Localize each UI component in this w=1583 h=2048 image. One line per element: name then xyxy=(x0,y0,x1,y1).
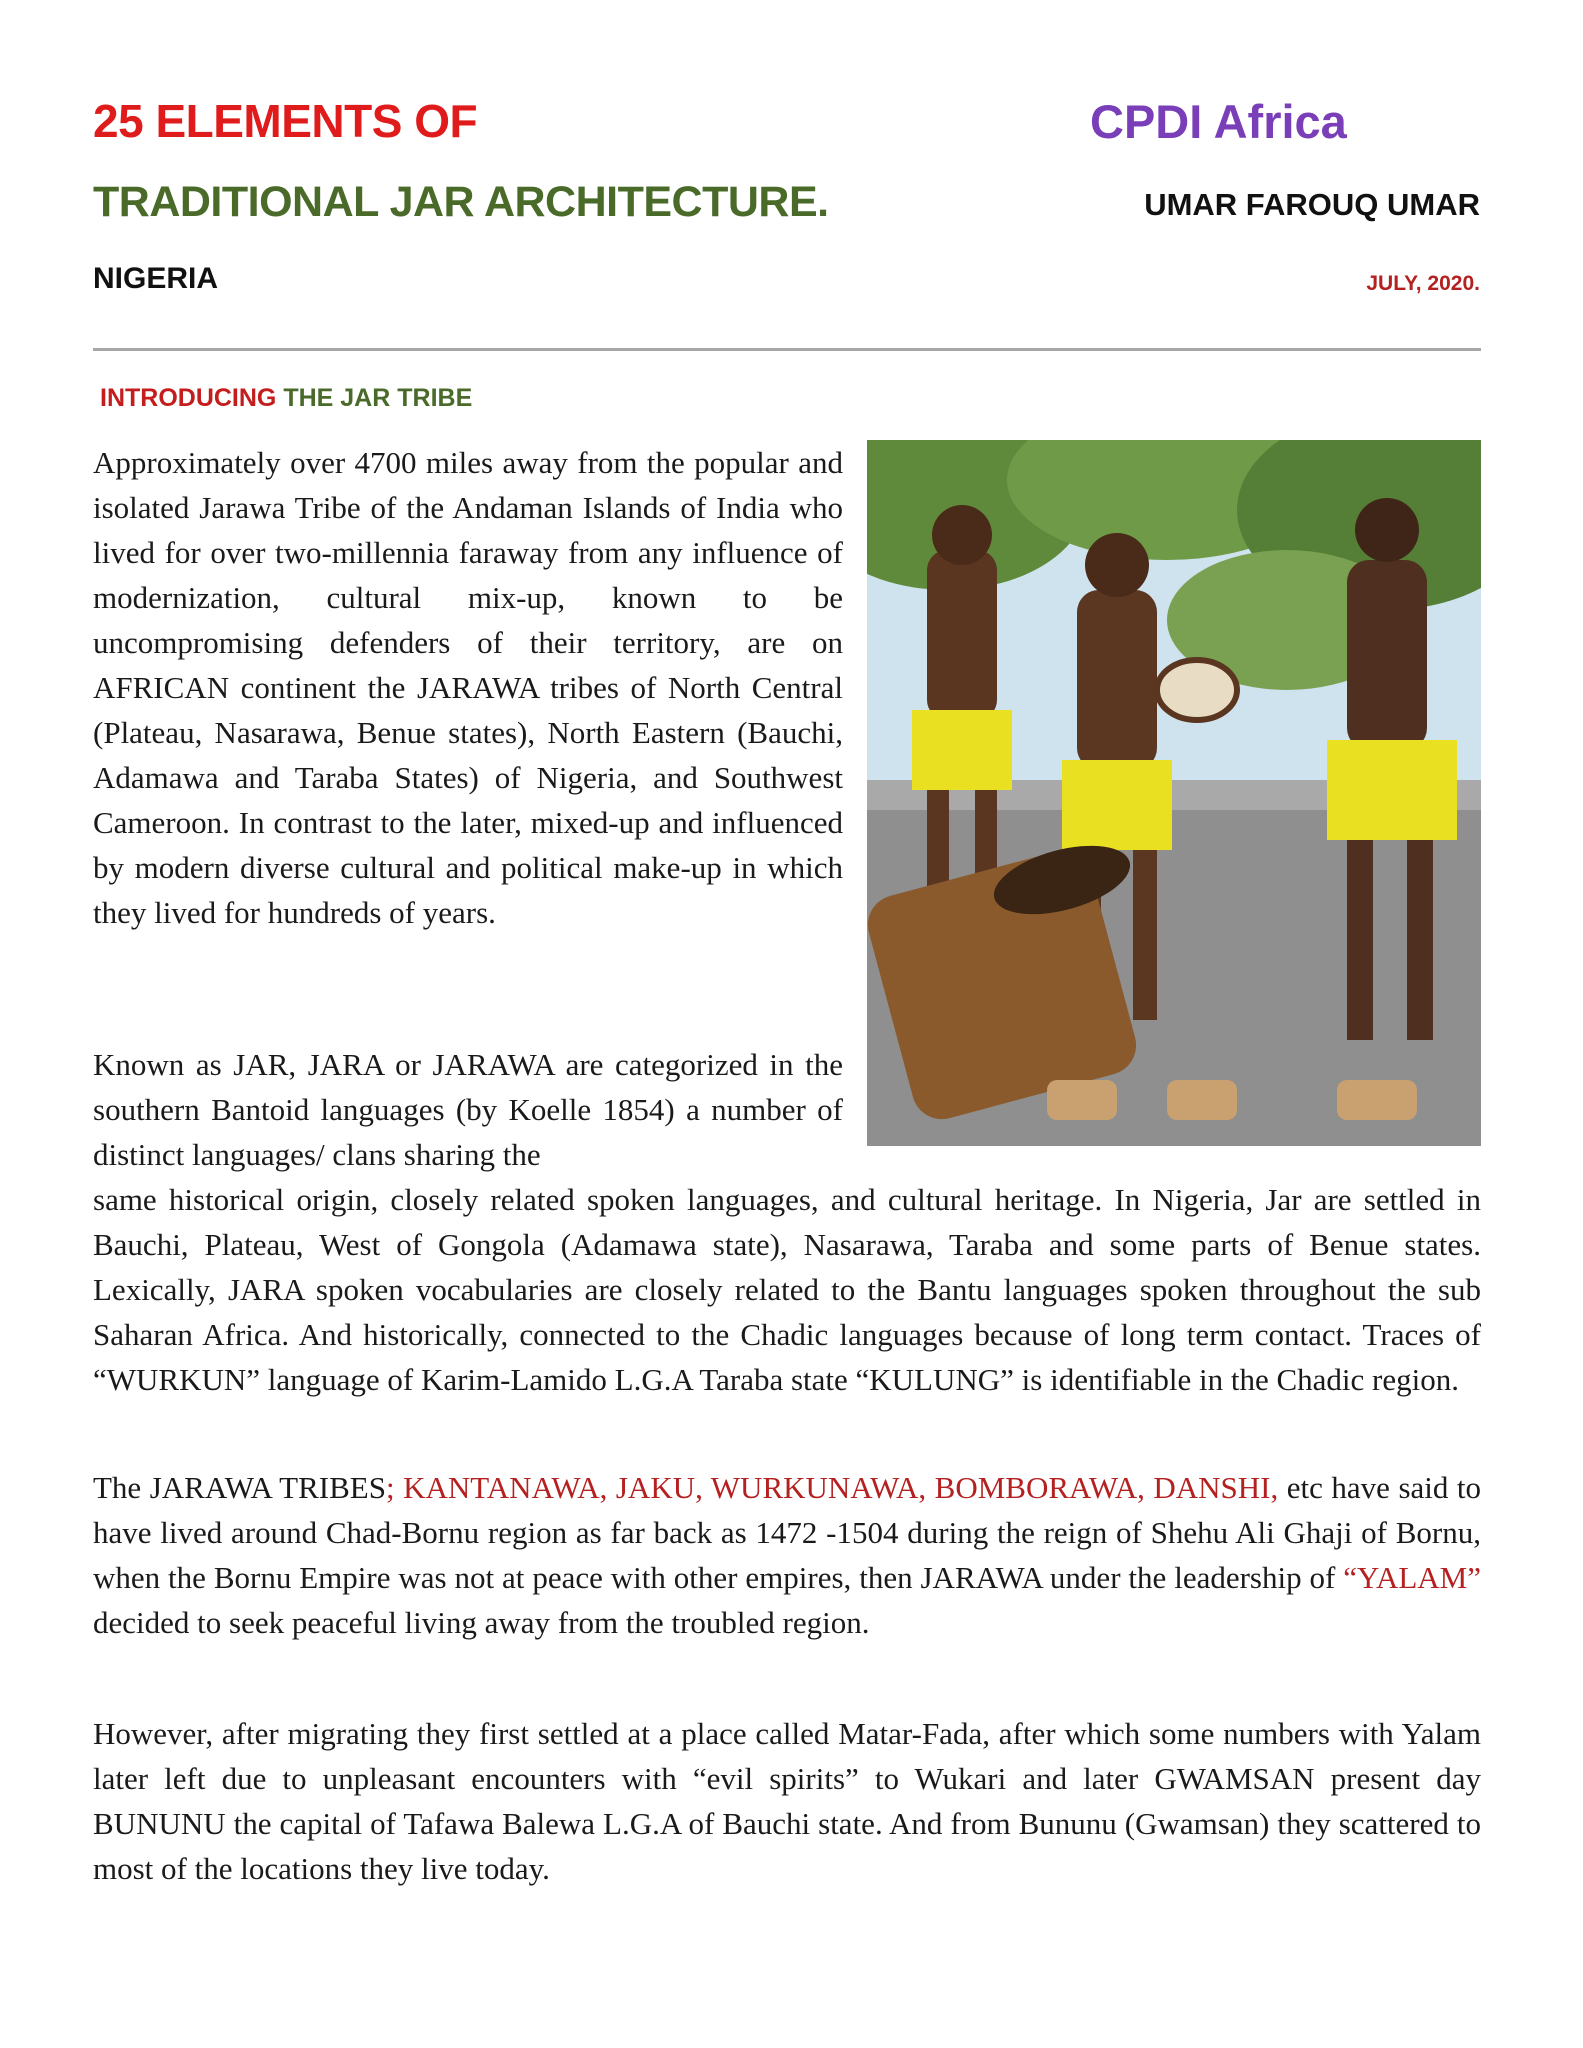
dancers-photo xyxy=(867,440,1481,1146)
country-label: NIGERIA xyxy=(93,262,219,295)
leader-name: “YALAM” xyxy=(1343,1560,1481,1595)
document-title-line2: TRADITIONAL JAR ARCHITECTURE. xyxy=(93,178,829,226)
tribes-tail: decided to seek peaceful living away from the troubled region. xyxy=(93,1605,870,1640)
brand-name: CPDI Africa xyxy=(1090,95,1347,148)
section-heading-part2: THE JAR TRIBE xyxy=(276,384,473,412)
tribes-lead: The JARAWA TRIBES xyxy=(93,1470,386,1505)
publication-date: JULY, 2020. xyxy=(1366,272,1480,295)
paragraph-languages-wrap: Known as JAR, JARA or JARAWA are categorized in the southern Bantoid languages (by Koelle 1854) a number of distinct languages/ clans sharing the xyxy=(93,1047,843,1172)
document-title-line1: 25 ELEMENTS OF xyxy=(93,95,478,147)
header-divider xyxy=(93,348,1481,351)
author-name: UMAR FAROUQ UMAR xyxy=(1144,187,1480,222)
section-heading xyxy=(100,384,472,413)
paragraph-languages: same historical origin, closely related spoken languages, and cultural heritage. In Nigeria, Jar are settled in Bauchi, Plateau, West of Gongola (Adamawa state), Nasarawa, Taraba and some parts of Benue states. Lexically, JARA spoken vocabularies are closely related to the Bantu languages spoken throughout the sub Saharan Africa. And historically, connected to the Chadic languages because of long term contact. Traces of “WURKUN” language of Karim-Lamido L.G.A Taraba state “KULUNG” is identifiable in the Chadic region. xyxy=(93,1182,1481,1397)
section-heading-part1: INTRODUCING xyxy=(100,384,277,412)
dancers-photo-illustration xyxy=(867,440,1481,1146)
paragraph-intro: Approximately over 4700 miles away from the popular and isolated Jarawa Tribe of the Andaman Islands of India who lived for over two-millennia faraway from any influence of modernization, cultural mix-up, known to be uncompromising defenders of their territory, are on AFRICAN continent the JARAWA tribes of North Central (Plateau, Nasarawa, Benue states), North Eastern (Bauchi, Adamawa and Taraba States) of Nigeria, and Southwest Cameroon. In contrast to the later, mixed-up and influenced by modern diverse cultural and political make-up in which they lived for hundreds of years. xyxy=(93,445,843,930)
paragraph-tribes xyxy=(93,1465,1481,1645)
tribes-history: etc have said to have lived around Chad-Bornu region as far back as 1472 -1504 during the reign of Shehu Ali Ghaji of Bornu, when the Bornu Empire was not at peace with other empires, then JARAWA under the leadership of xyxy=(93,1470,1481,1595)
paragraph-migration: However, after migrating they first settled at a place called Matar-Fada, after which some numbers with Yalam later left due to unpleasant encounters with “evil spirits” to Wukari and later GWAMSAN present day BUNUNU the capital of Tafawa Balewa L.G.A of Bauchi state. And from Bununu (Gwamsan) they scattered to most of the locations they live today. xyxy=(93,1716,1481,1886)
tribes-list: ; KANTANAWA, JAKU, WURKUNAWA, BOMBORAWA, DANSHI, xyxy=(385,1470,1279,1505)
